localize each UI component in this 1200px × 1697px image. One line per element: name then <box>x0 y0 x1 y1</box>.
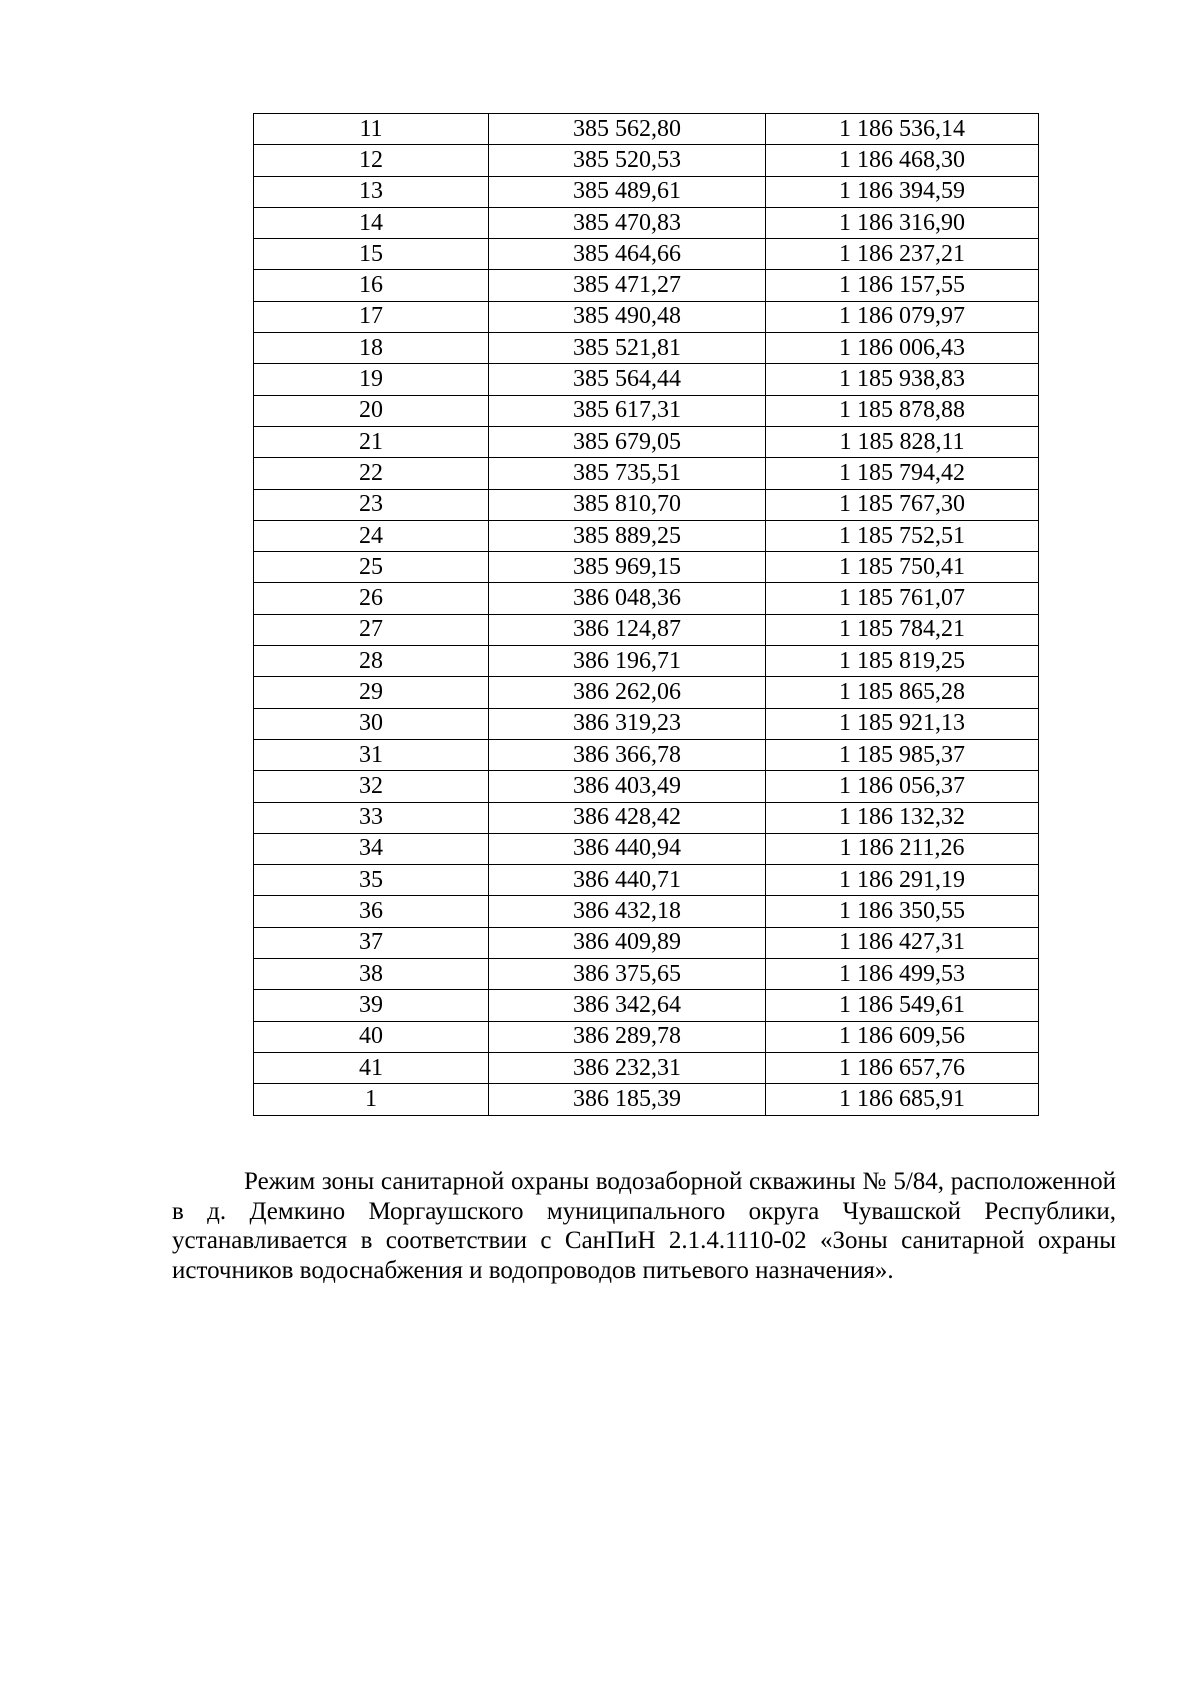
table-row <box>254 896 1039 927</box>
x-coordinate-cell: 385 489,61 <box>489 176 766 207</box>
y-coordinate-cell: 1 185 985,37 <box>766 739 1039 770</box>
table-row <box>254 646 1039 677</box>
y-coordinate-cell: 1 186 211,26 <box>766 833 1039 864</box>
y-coordinate-cell: 1 185 921,13 <box>766 708 1039 739</box>
table-row <box>254 771 1039 802</box>
y-coordinate-cell: 1 186 316,90 <box>766 207 1039 238</box>
table-row <box>254 270 1039 301</box>
table-row <box>254 802 1039 833</box>
x-coordinate-cell: 385 464,66 <box>489 239 766 270</box>
table-row <box>254 959 1039 990</box>
y-coordinate-cell: 1 185 938,83 <box>766 364 1039 395</box>
y-coordinate-cell: 1 186 427,31 <box>766 927 1039 958</box>
x-coordinate-cell: 386 409,89 <box>489 927 766 958</box>
x-coordinate-cell: 385 564,44 <box>489 364 766 395</box>
table-row <box>254 677 1039 708</box>
x-coordinate-cell: 386 403,49 <box>489 771 766 802</box>
point-number-cell: 26 <box>254 583 489 614</box>
table-row <box>254 990 1039 1021</box>
y-coordinate-cell: 1 186 291,19 <box>766 865 1039 896</box>
point-number-cell: 36 <box>254 896 489 927</box>
point-number-cell: 12 <box>254 145 489 176</box>
y-coordinate-cell: 1 186 499,53 <box>766 959 1039 990</box>
table-row <box>254 489 1039 520</box>
x-coordinate-cell: 386 342,64 <box>489 990 766 1021</box>
point-number-cell: 33 <box>254 802 489 833</box>
y-coordinate-cell: 1 186 549,61 <box>766 990 1039 1021</box>
y-coordinate-cell: 1 185 752,51 <box>766 520 1039 551</box>
x-coordinate-cell: 385 562,80 <box>489 114 766 145</box>
x-coordinate-cell: 385 490,48 <box>489 301 766 332</box>
point-number-cell: 40 <box>254 1021 489 1052</box>
y-coordinate-cell: 1 185 865,28 <box>766 677 1039 708</box>
x-coordinate-cell: 386 319,23 <box>489 708 766 739</box>
table-row <box>254 552 1039 583</box>
table-row <box>254 614 1039 645</box>
point-number-cell: 35 <box>254 865 489 896</box>
x-coordinate-cell: 386 432,18 <box>489 896 766 927</box>
x-coordinate-cell: 385 889,25 <box>489 520 766 551</box>
point-number-cell: 23 <box>254 489 489 520</box>
table-row <box>254 865 1039 896</box>
y-coordinate-cell: 1 186 056,37 <box>766 771 1039 802</box>
x-coordinate-cell: 385 520,53 <box>489 145 766 176</box>
y-coordinate-cell: 1 186 237,21 <box>766 239 1039 270</box>
point-number-cell: 37 <box>254 927 489 958</box>
y-coordinate-cell: 1 186 468,30 <box>766 145 1039 176</box>
point-number-cell: 13 <box>254 176 489 207</box>
point-number-cell: 14 <box>254 207 489 238</box>
x-coordinate-cell: 386 262,06 <box>489 677 766 708</box>
y-coordinate-cell: 1 185 750,41 <box>766 552 1039 583</box>
x-coordinate-cell: 386 375,65 <box>489 959 766 990</box>
y-coordinate-cell: 1 185 828,11 <box>766 426 1039 457</box>
point-number-cell: 32 <box>254 771 489 802</box>
x-coordinate-cell: 386 124,87 <box>489 614 766 645</box>
point-number-cell: 39 <box>254 990 489 1021</box>
table-row <box>254 708 1039 739</box>
y-coordinate-cell: 1 186 079,97 <box>766 301 1039 332</box>
table-row <box>254 364 1039 395</box>
x-coordinate-cell: 386 440,71 <box>489 865 766 896</box>
table-row <box>254 583 1039 614</box>
table-row <box>254 239 1039 270</box>
x-coordinate-cell: 386 232,31 <box>489 1052 766 1083</box>
point-number-cell: 38 <box>254 959 489 990</box>
point-number-cell: 19 <box>254 364 489 395</box>
table-row <box>254 458 1039 489</box>
point-number-cell: 11 <box>254 114 489 145</box>
point-number-cell: 18 <box>254 333 489 364</box>
x-coordinate-cell: 386 366,78 <box>489 739 766 770</box>
point-number-cell: 15 <box>254 239 489 270</box>
y-coordinate-cell: 1 186 157,55 <box>766 270 1039 301</box>
point-number-cell: 17 <box>254 301 489 332</box>
y-coordinate-cell: 1 186 394,59 <box>766 176 1039 207</box>
x-coordinate-cell: 386 428,42 <box>489 802 766 833</box>
y-coordinate-cell: 1 185 761,07 <box>766 583 1039 614</box>
table-row <box>254 927 1039 958</box>
y-coordinate-cell: 1 186 350,55 <box>766 896 1039 927</box>
y-coordinate-cell: 1 185 819,25 <box>766 646 1039 677</box>
x-coordinate-cell: 386 048,36 <box>489 583 766 614</box>
coordinates-table-body <box>254 114 1039 1116</box>
x-coordinate-cell: 385 810,70 <box>489 489 766 520</box>
y-coordinate-cell: 1 186 536,14 <box>766 114 1039 145</box>
x-coordinate-cell: 386 185,39 <box>489 1084 766 1115</box>
table-row <box>254 207 1039 238</box>
x-coordinate-cell: 386 289,78 <box>489 1021 766 1052</box>
point-number-cell: 29 <box>254 677 489 708</box>
y-coordinate-cell: 1 185 878,88 <box>766 395 1039 426</box>
x-coordinate-cell: 386 196,71 <box>489 646 766 677</box>
point-number-cell: 24 <box>254 520 489 551</box>
regime-paragraph: Режим зоны санитарной охраны водозаборной скважины № 5/84, расположенной в д. Демкино Моргаушского муниципального округа Чувашской Республики, устанавливается в соответствии с СанПиН 2.1.4.1110-02 «Зоны санитарной охраны источников водоснабжения и водопроводов питьевого назначения». <box>172 1168 1116 1284</box>
table-row <box>254 145 1039 176</box>
y-coordinate-cell: 1 186 609,56 <box>766 1021 1039 1052</box>
point-number-cell: 16 <box>254 270 489 301</box>
table-row <box>254 1021 1039 1052</box>
y-coordinate-cell: 1 186 132,32 <box>766 802 1039 833</box>
y-coordinate-cell: 1 185 767,30 <box>766 489 1039 520</box>
point-number-cell: 41 <box>254 1052 489 1083</box>
table-row <box>254 520 1039 551</box>
y-coordinate-cell: 1 186 685,91 <box>766 1084 1039 1115</box>
x-coordinate-cell: 385 617,31 <box>489 395 766 426</box>
x-coordinate-cell: 385 969,15 <box>489 552 766 583</box>
table-row <box>254 395 1039 426</box>
y-coordinate-cell: 1 185 794,42 <box>766 458 1039 489</box>
point-number-cell: 27 <box>254 614 489 645</box>
coordinates-table <box>253 113 1039 1116</box>
y-coordinate-cell: 1 186 006,43 <box>766 333 1039 364</box>
point-number-cell: 30 <box>254 708 489 739</box>
point-number-cell: 28 <box>254 646 489 677</box>
point-number-cell: 31 <box>254 739 489 770</box>
x-coordinate-cell: 386 440,94 <box>489 833 766 864</box>
point-number-cell: 34 <box>254 833 489 864</box>
table-row <box>254 833 1039 864</box>
y-coordinate-cell: 1 186 657,76 <box>766 1052 1039 1083</box>
point-number-cell: 25 <box>254 552 489 583</box>
x-coordinate-cell: 385 735,51 <box>489 458 766 489</box>
table-row <box>254 426 1039 457</box>
point-number-cell: 1 <box>254 1084 489 1115</box>
x-coordinate-cell: 385 471,27 <box>489 270 766 301</box>
table-row <box>254 1084 1039 1115</box>
table-row <box>254 333 1039 364</box>
y-coordinate-cell: 1 185 784,21 <box>766 614 1039 645</box>
x-coordinate-cell: 385 679,05 <box>489 426 766 457</box>
point-number-cell: 22 <box>254 458 489 489</box>
table-row <box>254 1052 1039 1083</box>
point-number-cell: 21 <box>254 426 489 457</box>
table-row <box>254 114 1039 145</box>
table-row <box>254 301 1039 332</box>
point-number-cell: 20 <box>254 395 489 426</box>
table-row <box>254 176 1039 207</box>
table-row <box>254 739 1039 770</box>
x-coordinate-cell: 385 470,83 <box>489 207 766 238</box>
x-coordinate-cell: 385 521,81 <box>489 333 766 364</box>
